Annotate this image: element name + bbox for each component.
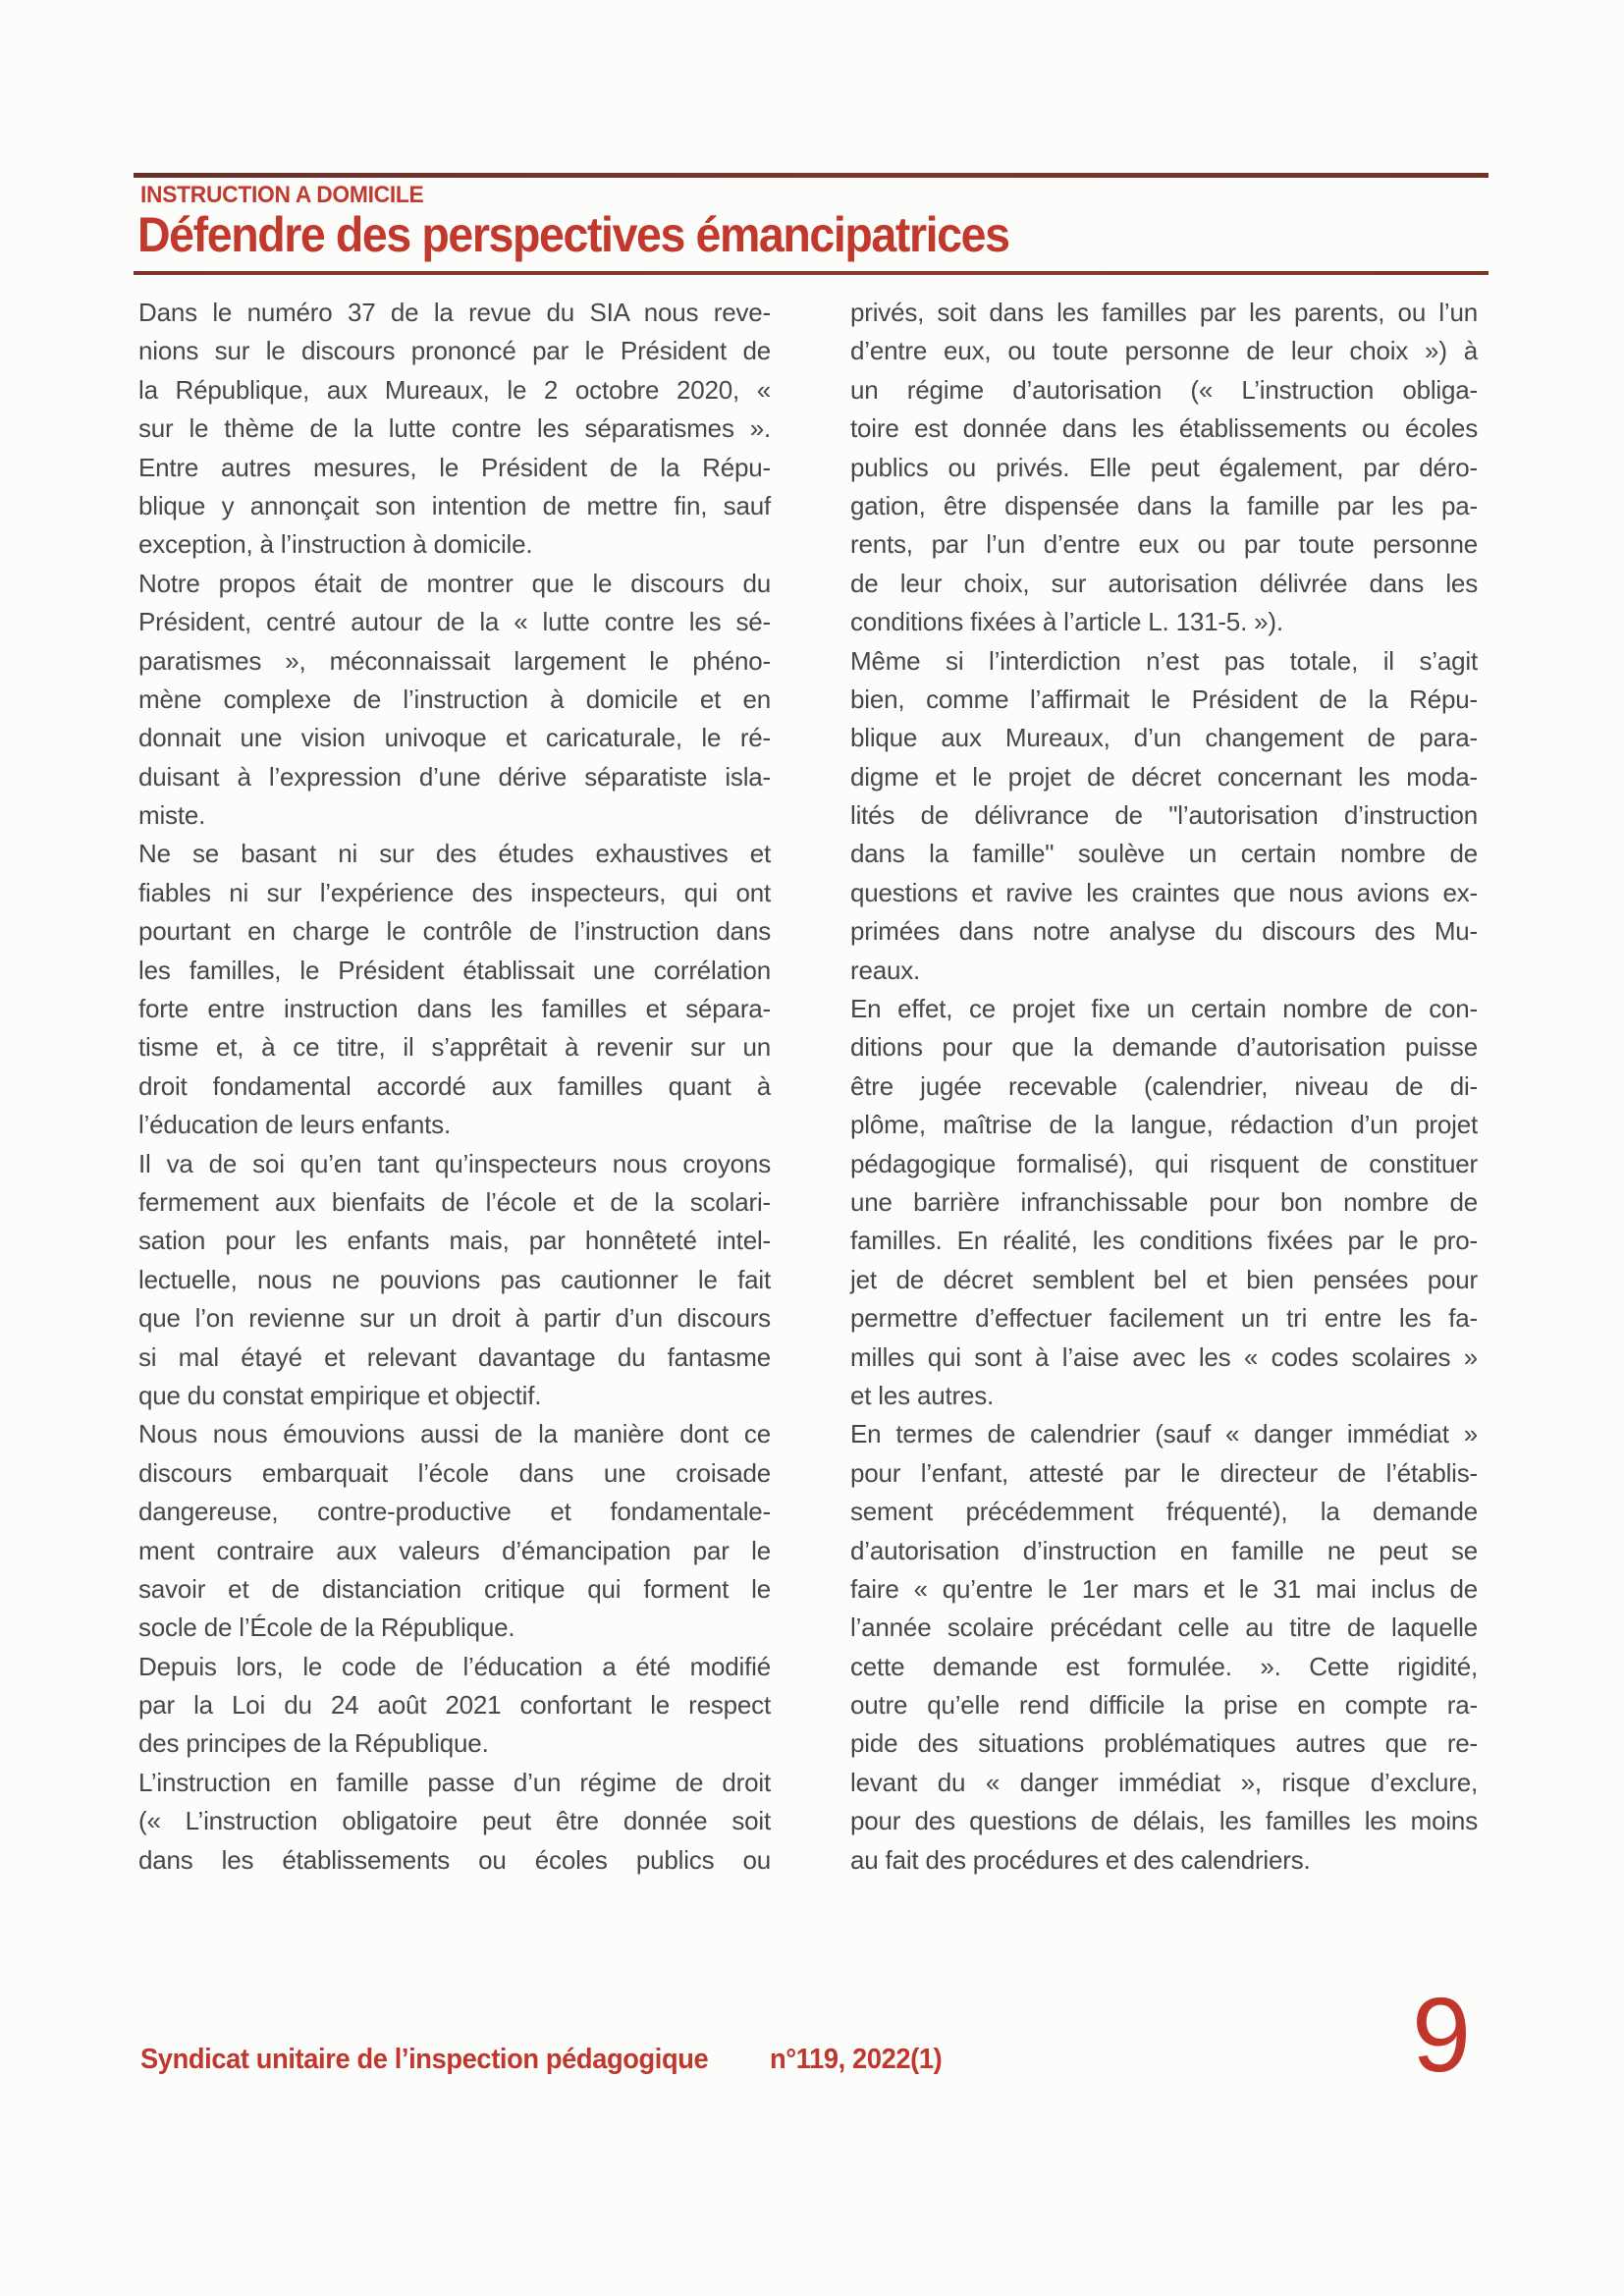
text-line: faire « qu’entre le 1er mars et le 31 mai inclus de [850, 1573, 1478, 1604]
text-line: questions et ravive les craintes que nous avions ex- [850, 877, 1478, 907]
publication-name: Syndicat unitaire de l’inspection pédagogique [140, 2044, 709, 2075]
text-line: si mal étayé et relevant davantage du fantasme [138, 1341, 771, 1372]
text-line: En effet, ce projet fixe un certain nombre de con- [850, 994, 1478, 1024]
page-number: 9 [1412, 1975, 1472, 2094]
text-line: pour l’enfant, attesté par le directeur de l’établis- [850, 1457, 1478, 1488]
text-line: En termes de calendrier (sauf « danger immédiat » [850, 1419, 1478, 1449]
text-line: dangereuse, contre-productive et fondamentale- [138, 1497, 771, 1527]
header-rule-bottom [134, 271, 1489, 275]
article-title: Défendre des perspectives émancipatrices [137, 207, 1009, 262]
text-line: d’entre eux, ou toute personne de leur choix ») à [850, 336, 1478, 366]
text-line: Depuis lors, le code de l’éducation a été modifié [138, 1651, 771, 1681]
text-line: un régime d’autorisation (« L’instruction obliga- [850, 374, 1478, 405]
text-line: paratismes », méconnaissait largement le phéno- [138, 645, 771, 676]
text-line: toire est donnée dans les établissements ou écoles [850, 413, 1478, 444]
text-line: discours embarquait l’école dans une croisade [138, 1457, 771, 1488]
header-rule-top [134, 173, 1489, 178]
text-line: fermement aux bienfaits de l’école et de la scolari- [138, 1186, 771, 1217]
text-line: conditions fixées à l’article L. 131-5. »). [850, 607, 1283, 637]
text-line: tisme et, à ce titre, il s’apprêtait à revenir sur un [138, 1032, 771, 1063]
text-line: pédagogique formalisé), qui risquent de constituer [850, 1148, 1478, 1178]
text-line: droit fondamental accordé aux familles quant à [138, 1070, 771, 1101]
text-line: pide des situations problématiques autres que re- [850, 1728, 1478, 1759]
text-line: Ne se basant ni sur des études exhaustives et [138, 839, 771, 869]
text-line: primées dans notre analyse du discours des Mu- [850, 916, 1478, 947]
text-line: de leur choix, sur autorisation délivrée dans les [850, 568, 1478, 598]
text-line: savoir et de distanciation critique qui forment le [138, 1573, 771, 1604]
text-line: Nous nous émouvions aussi de la manière dont ce [138, 1419, 771, 1449]
text-line: l’éducation de leurs enfants. [138, 1110, 451, 1140]
text-line: et les autres. [850, 1380, 995, 1410]
text-line: L’instruction en famille passe d’un régime de droit [138, 1767, 771, 1797]
text-line: jet de décret semblent bel et bien pensées pour [850, 1264, 1478, 1294]
text-line: que l’on revienne sur un droit à partir d’un discours [138, 1303, 771, 1334]
text-line: sur le thème de la lutte contre les séparatismes ». [138, 413, 771, 444]
text-line: rents, par l’un d’entre eux ou par toute personne [850, 529, 1478, 560]
text-line: outre qu’elle rend difficile la prise en compte ra- [850, 1690, 1478, 1721]
text-line: blique y annonçait son intention de mettre fin, sauf [138, 490, 771, 520]
text-line: Président, centré autour de la « lutte contre les sé- [138, 607, 771, 637]
text-line: que du constat empirique et objectif. [138, 1380, 542, 1410]
text-line: dans les établissements ou écoles publics ou [138, 1844, 771, 1875]
text-line: milles qui sont à l’aise avec les « codes scolaires » [850, 1341, 1478, 1372]
text-line: par la Loi du 24 août 2021 confortant le respect [138, 1690, 771, 1721]
text-line: mène complexe de l’instruction à domicile et en [138, 683, 771, 714]
text-line: lectuelle, nous ne pouvions pas cautionner le fait [138, 1264, 771, 1294]
text-line: donnait une vision univoque et caricaturale, le ré- [138, 723, 771, 753]
text-line: pour des questions de délais, les familles les moins [850, 1806, 1478, 1836]
text-line: nions sur le discours prononcé par le Président de [138, 336, 771, 366]
text-line: gation, être dispensée dans la famille par les pa- [850, 490, 1478, 520]
text-line: ment contraire aux valeurs d’émancipation par le [138, 1535, 771, 1565]
text-line: familles. En réalité, les conditions fixées par le pro- [850, 1226, 1478, 1256]
text-line: digme et le projet de décret concernant les moda- [850, 761, 1478, 792]
text-line: exception, à l’instruction à domicile. [138, 529, 533, 560]
text-line: d’autorisation d’instruction en famille ne peut se [850, 1535, 1478, 1565]
text-line: Dans le numéro 37 de la revue du SIA nous reve- [138, 298, 771, 327]
text-line: ditions pour que la demande d’autorisation puisse [850, 1032, 1478, 1063]
text-line: fiables ni sur l’expérience des inspecteurs, qui ont [138, 877, 771, 907]
text-line: permettre d’effectuer facilement un tri entre les fa- [850, 1303, 1478, 1334]
text-line: bien, comme l’affirmait le Président de la Répu- [850, 683, 1478, 714]
text-line: sation pour les enfants mais, par honnêteté intel- [138, 1226, 771, 1256]
text-line: Il va de soi qu’en tant qu’inspecteurs nous croyons [138, 1148, 771, 1178]
text-line: être jugée recevable (calendrier, niveau de di- [850, 1070, 1478, 1101]
text-line: la République, aux Mureaux, le 2 octobre 2020, « [138, 374, 771, 405]
text-line: Entre autres mesures, le Président de la Répu- [138, 452, 771, 482]
text-line: forte entre instruction dans les familles et sépara- [138, 994, 771, 1024]
text-line: publics ou privés. Elle peut également, par déro- [850, 452, 1478, 482]
text-line: (« L’instruction obligatoire peut être donnée soit [138, 1806, 771, 1836]
text-line: duisant à l’expression d’une dérive séparatiste isla- [138, 761, 771, 792]
text-line: privés, soit dans les familles par les parents, ou l’un [850, 298, 1478, 327]
text-line: pourtant en charge le contrôle de l’instruction dans [138, 916, 771, 947]
text-line: plôme, maîtrise de la langue, rédaction d’un projet [850, 1110, 1478, 1140]
right-column [850, 294, 1478, 1880]
text-line: socle de l’École de la République. [138, 1613, 515, 1643]
left-column [138, 294, 771, 1880]
text-line: reaux. [850, 955, 921, 985]
text-line: au fait des procédures et des calendriers. [850, 1844, 1311, 1875]
text-line: levant du « danger immédiat », risque d’exclure, [850, 1767, 1478, 1797]
text-line: blique aux Mureaux, d’un changement de para- [850, 723, 1478, 753]
text-line: miste. [138, 800, 206, 831]
text-line: l’année scolaire précédant celle au titre de laquelle [850, 1613, 1478, 1643]
text-line: des principes de la République. [138, 1728, 489, 1759]
text-line: les familles, le Président établissait une corrélation [138, 955, 771, 985]
issue-number: n°119, 2022(1) [770, 2044, 943, 2075]
section-kicker: INSTRUCTION A DOMICILE [140, 182, 424, 208]
text-line: une barrière infranchissable pour bon nombre de [850, 1186, 1478, 1217]
text-line: Même si l’interdiction n’est pas totale, il s’agit [850, 645, 1478, 676]
text-line: Notre propos était de montrer que le discours du [138, 568, 771, 598]
text-line: cette demande est formulée. ». Cette rigidité, [850, 1651, 1478, 1681]
text-line: lités de délivrance de "l’autorisation d’instruction [850, 800, 1478, 831]
text-line: sement précédemment fréquenté), la demande [850, 1497, 1478, 1527]
text-line: dans la famille" soulève un certain nombre de [850, 839, 1478, 869]
